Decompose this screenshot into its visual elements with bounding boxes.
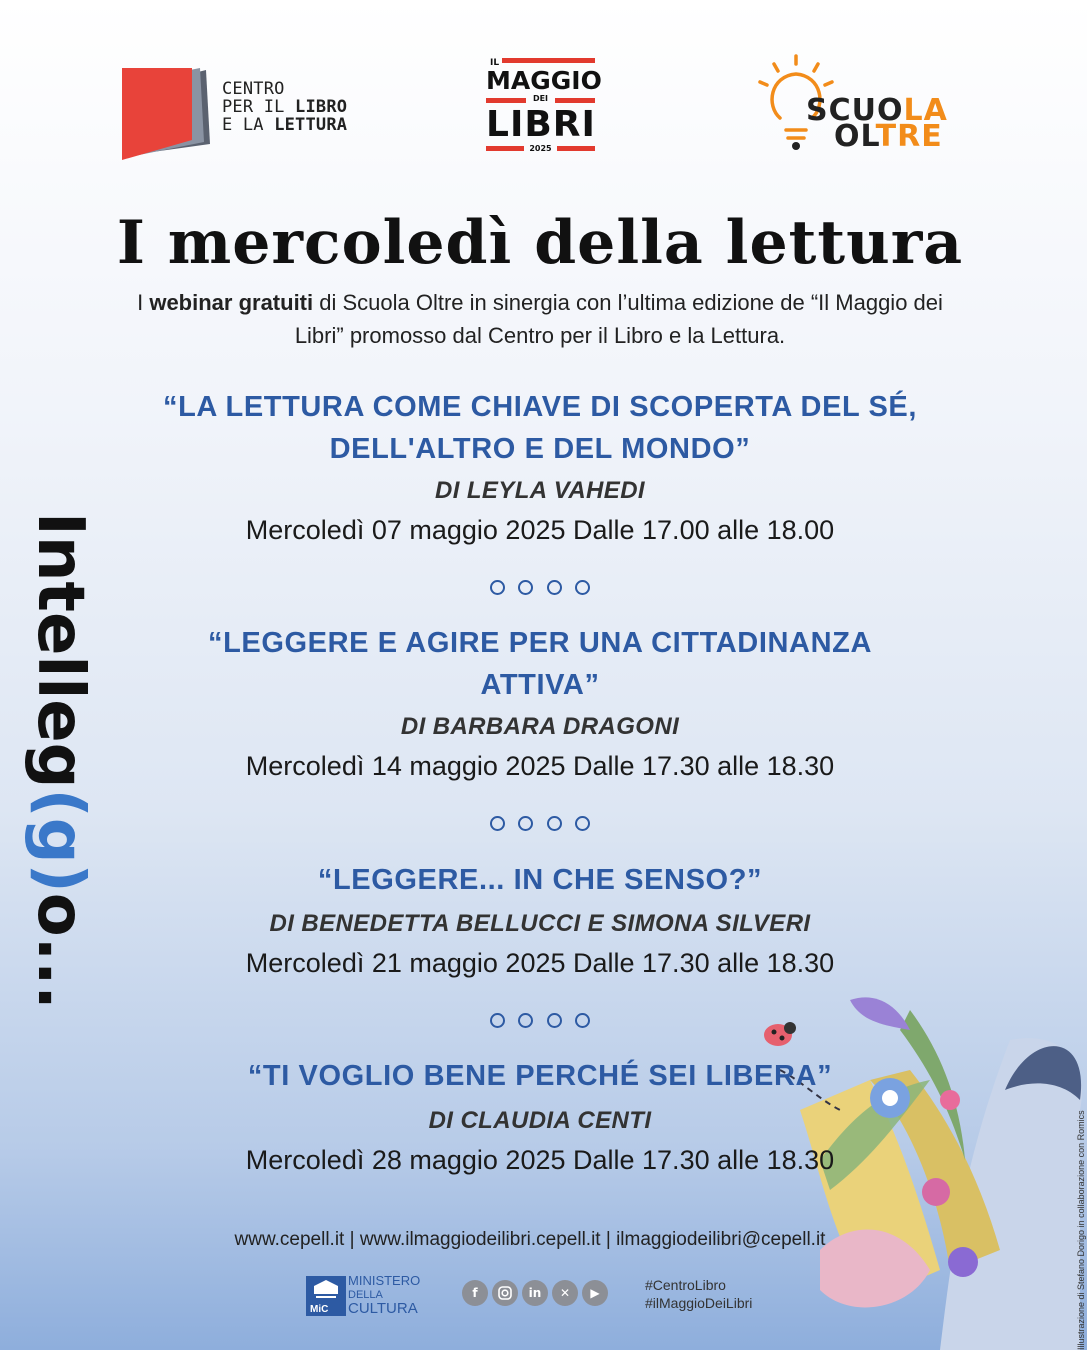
hashtag-ilmaggiodeilibri[interactable]: #ilMaggioDeiLibri xyxy=(645,1295,753,1311)
cepell-line-1: CENTRO xyxy=(222,79,285,99)
maggio-dei-libri-logo xyxy=(486,58,602,156)
intro-text: I webinar gratuiti di Scuola Oltre in sinergia con l’ultima edizione de “Il Maggio dei Libri” promosso dal Centro per il Libro e la Lettura. xyxy=(137,290,943,348)
event-3-author: DI BENEDETTA BELLUCCI E SIMONA SILVERI xyxy=(269,910,811,937)
ladybug-icon xyxy=(764,1022,796,1046)
maggio-mid-bar-right xyxy=(555,98,595,103)
maggio-word: MAGGIO xyxy=(486,66,602,95)
social-links xyxy=(462,1280,612,1306)
event-4-author: DI CLAUDIA CENTI xyxy=(428,1107,652,1134)
youtube-icon[interactable]: ▶ xyxy=(582,1280,608,1306)
scuola-word: SCUOLA xyxy=(806,93,948,128)
cepell-logo xyxy=(120,64,380,164)
event-1-author: DI LEYLA VAHEDI xyxy=(434,477,645,504)
event-1-title: “LA LETTURA COME CHIAVE DI SCOPERTA DEL SÉ, DELL'ALTRO E DEL MONDO” xyxy=(162,391,918,465)
event-4-date: Mercoledì 28 maggio 2025 Dalle 17.30 alle 18.30 xyxy=(245,1145,835,1175)
event-2-date: Mercoledì 14 maggio 2025 Dalle 17.30 alle 18.30 xyxy=(245,751,835,781)
maggio-dei: DEI xyxy=(532,94,549,103)
facebook-icon[interactable]: f xyxy=(462,1280,488,1306)
oltre-word: OLTRE xyxy=(834,119,943,154)
maggio-bottom-bar-right xyxy=(557,146,595,151)
footer-links[interactable]: www.cepell.it | www.ilmaggiodeilibri.cepell.it | ilmaggiodeilibri@cepell.it xyxy=(234,1229,826,1250)
instagram-icon[interactable] xyxy=(492,1280,518,1306)
mic-wordmark: MINISTERO DELLA CULTURA xyxy=(348,1273,421,1317)
cepell-line-2: PER IL LIBRO xyxy=(222,97,348,117)
cepell-line-3: E LA LETTURA xyxy=(222,115,348,135)
separator-dots xyxy=(490,580,590,596)
cepell-book-icon xyxy=(120,64,220,164)
maggio-year: 2025 xyxy=(529,144,552,153)
event-3-title: “LEGGERE... IN CHE SENSO?” xyxy=(317,864,763,896)
cepell-wordmark xyxy=(222,80,347,134)
event-3-date: Mercoledì 21 maggio 2025 Dalle 17.30 alle 18.30 xyxy=(245,948,835,978)
illustration-credit: Illustrazione di Stefano Dorigo in collaborazione con Romics xyxy=(1076,1110,1086,1350)
libri-word: LIBRI xyxy=(486,104,596,145)
hashtags xyxy=(645,1276,752,1312)
event-1-date: Mercoledì 07 maggio 2025 Dalle 17.00 alle 18.00 xyxy=(245,515,835,545)
mic-badge: MiC xyxy=(310,1304,329,1315)
maggio-il: IL xyxy=(490,58,500,68)
hashtag-centrolibro[interactable]: #CentroLibro xyxy=(645,1277,726,1293)
separator-dots xyxy=(490,816,590,832)
page-title: I mercoledì della lettura xyxy=(116,208,964,278)
event-4-title: “TI VOGLIO BENE PERCHÉ SEI LIBERA” xyxy=(247,1060,833,1092)
maggio-top-bar xyxy=(502,58,595,63)
scuola-oltre-logo xyxy=(756,54,946,154)
separator-dots xyxy=(490,1013,590,1029)
intelleggo-brand: Intelleg(g)o... xyxy=(23,512,97,1010)
linkedin-icon[interactable]: in xyxy=(522,1280,548,1306)
x-icon[interactable]: ✕ xyxy=(552,1280,578,1306)
event-2-author: DI BARBARA DRAGONI xyxy=(400,713,680,740)
mic-logo xyxy=(306,1274,436,1318)
event-2-title: “LEGGERE E AGIRE PER UNA CITTADINANZA ATTIVA” xyxy=(208,627,872,701)
